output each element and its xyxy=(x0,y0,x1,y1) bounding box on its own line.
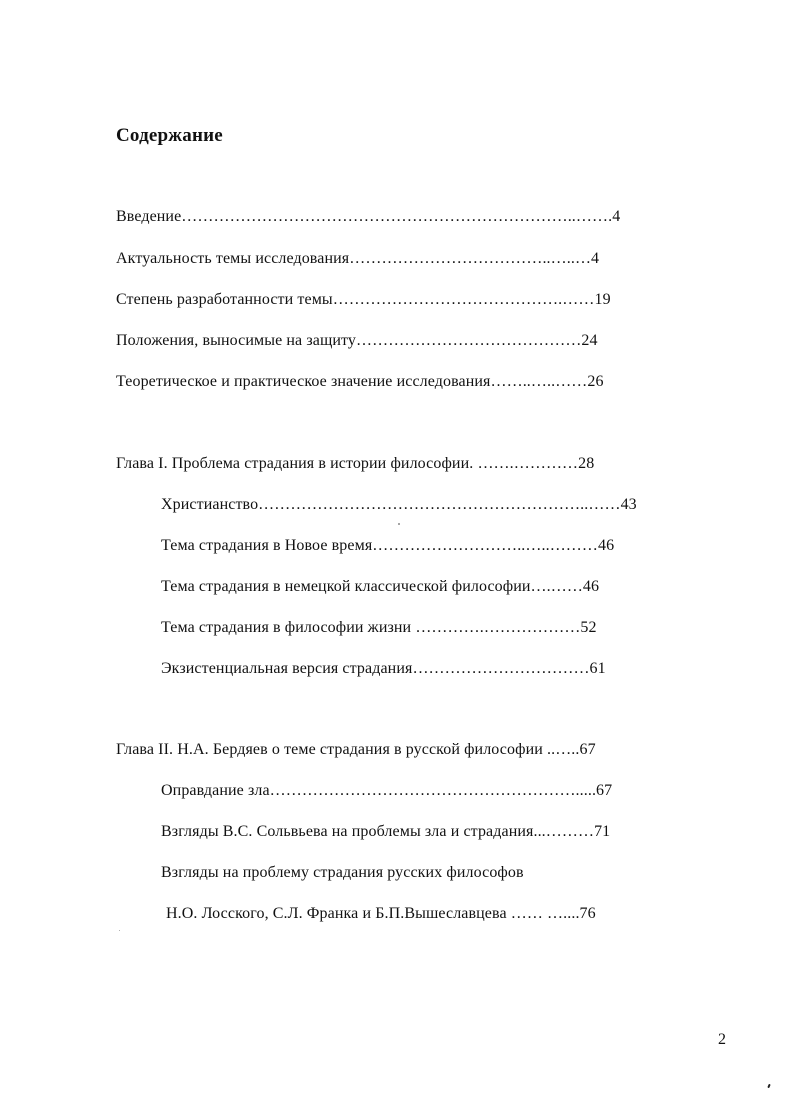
toc-entry-development-degree: Степень разработанности темы…………………………………….……19 xyxy=(116,291,611,308)
toc-entry-relevance: Актуальность темы исследования………………………………..…..…4 xyxy=(116,250,600,267)
toc-entry-chapter-2: Глава II. Н.А. Бердяев о теме страдания в русской философии ..…..67 xyxy=(116,741,596,758)
scan-speck xyxy=(119,930,120,931)
scan-speck xyxy=(398,523,400,525)
toc-entry-life-philosophy: Тема страдания в философии жизни ………….………………52 xyxy=(161,619,597,636)
toc-entry-german-classical: Тема страдания в немецкой классической философии….……46 xyxy=(161,578,600,595)
toc-entry-lossky-frank-vysheslavtsev: Н.О. Лосского, С.Л. Франка и Б.П.Вышеславцева …… …....76 xyxy=(166,905,596,922)
page-title: Содержание xyxy=(116,125,223,146)
toc-entry-christianity: Христианство……………………………………………………..……43 xyxy=(161,496,637,513)
toc-entry-significance: Теоретическое и практическое значение исследования……..…..……26 xyxy=(116,373,604,390)
toc-entry-russian-philosophers: Взгляды на проблему страдания русских философов xyxy=(161,864,524,881)
scan-speck xyxy=(767,1084,771,1088)
toc-entry-chapter-1: Глава I. Проблема страдания в истории философии. …….…………28 xyxy=(116,455,595,472)
toc-entry-modern-times: Тема страдания в Новое время………………………..…..………46 xyxy=(161,537,615,554)
toc-entry-justification-of-evil: Оправдание зла………………………………………………….....67 xyxy=(161,782,613,799)
toc-entry-introduction: Введение………………………………………………………………..…….4 xyxy=(116,208,621,225)
toc-entry-solovyov: Взгляды В.С. Сольвьева на проблемы зла и страдания...………71 xyxy=(161,823,611,840)
toc-entry-defense-theses: Положения, выносимые на защиту……………………………………24 xyxy=(116,332,598,349)
toc-entry-existential: Экзистенциальная версия страдания……………………………61 xyxy=(161,660,606,677)
page-number: 2 xyxy=(718,1031,726,1048)
